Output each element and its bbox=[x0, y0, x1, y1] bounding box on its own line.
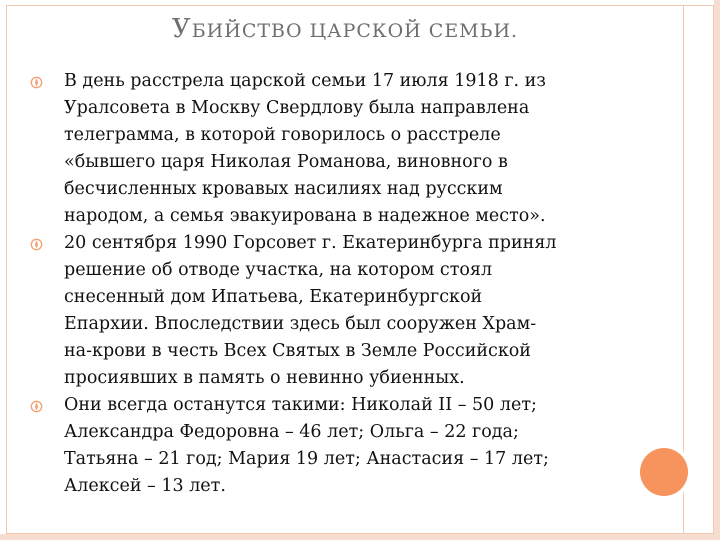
bullet-line: просиявших в память о невинно убиенных. bbox=[64, 368, 465, 388]
bullet-item bbox=[30, 392, 655, 500]
bullet-item bbox=[30, 68, 655, 230]
bullet-list bbox=[30, 68, 655, 500]
bullet-line: снесенный дом Ипатьева, Екатеринбургской bbox=[64, 287, 483, 307]
compass-bullet-icon bbox=[30, 76, 43, 89]
bullet-line: Татьяна – 21 год; Мария 19 лет; Анастасия – 17 лет; bbox=[64, 449, 549, 469]
bullet-line: телеграмма, в которой говорилось о расстреле bbox=[64, 125, 501, 145]
bullet-line: Уралсовета в Москву Свердлову была направлена bbox=[64, 98, 530, 118]
bullet-item bbox=[30, 230, 655, 392]
bullet-line: Епархии. Впоследствии здесь был сооружен Храм- bbox=[64, 314, 537, 334]
compass-bullet-icon bbox=[30, 238, 43, 251]
slide-title bbox=[0, 14, 690, 44]
bullet-line: решение об отводе участка, на котором стоял bbox=[64, 260, 493, 280]
slide-bottom-edge bbox=[0, 534, 720, 540]
slide-side-rule bbox=[683, 5, 684, 534]
bullet-line: 20 сентября 1990 Горсовет г. Екатеринбурга принял bbox=[64, 233, 557, 253]
bullet-line: народом, а семья эвакуирована в надежное место». bbox=[64, 206, 546, 226]
slide-right-edge bbox=[714, 0, 720, 540]
accent-circle bbox=[640, 448, 688, 496]
compass-bullet-icon bbox=[30, 400, 43, 413]
bullet-line: «бывшего царя Николая Романова, виновного в bbox=[64, 152, 508, 172]
bullet-line: В день расстрела царской семьи 17 июля 1918 г. из bbox=[64, 71, 546, 91]
bullet-line: бесчисленных кровавых насилиях над русским bbox=[64, 179, 503, 199]
slide-title-rest: БИЙСТВО ЦАРСКОЙ СЕМЬИ. bbox=[191, 20, 519, 42]
bullet-line: Они всегда останутся такими: Николай II – 50 лет; bbox=[64, 395, 537, 415]
bullet-line: Алексей – 13 лет. bbox=[64, 476, 226, 496]
slide-title-initial: У bbox=[171, 14, 192, 44]
bullet-line: на-крови в честь Всех Святых в Земле Российской bbox=[64, 341, 531, 361]
bullet-line: Александра Федоровна – 46 лет; Ольга – 22 года; bbox=[64, 422, 519, 442]
